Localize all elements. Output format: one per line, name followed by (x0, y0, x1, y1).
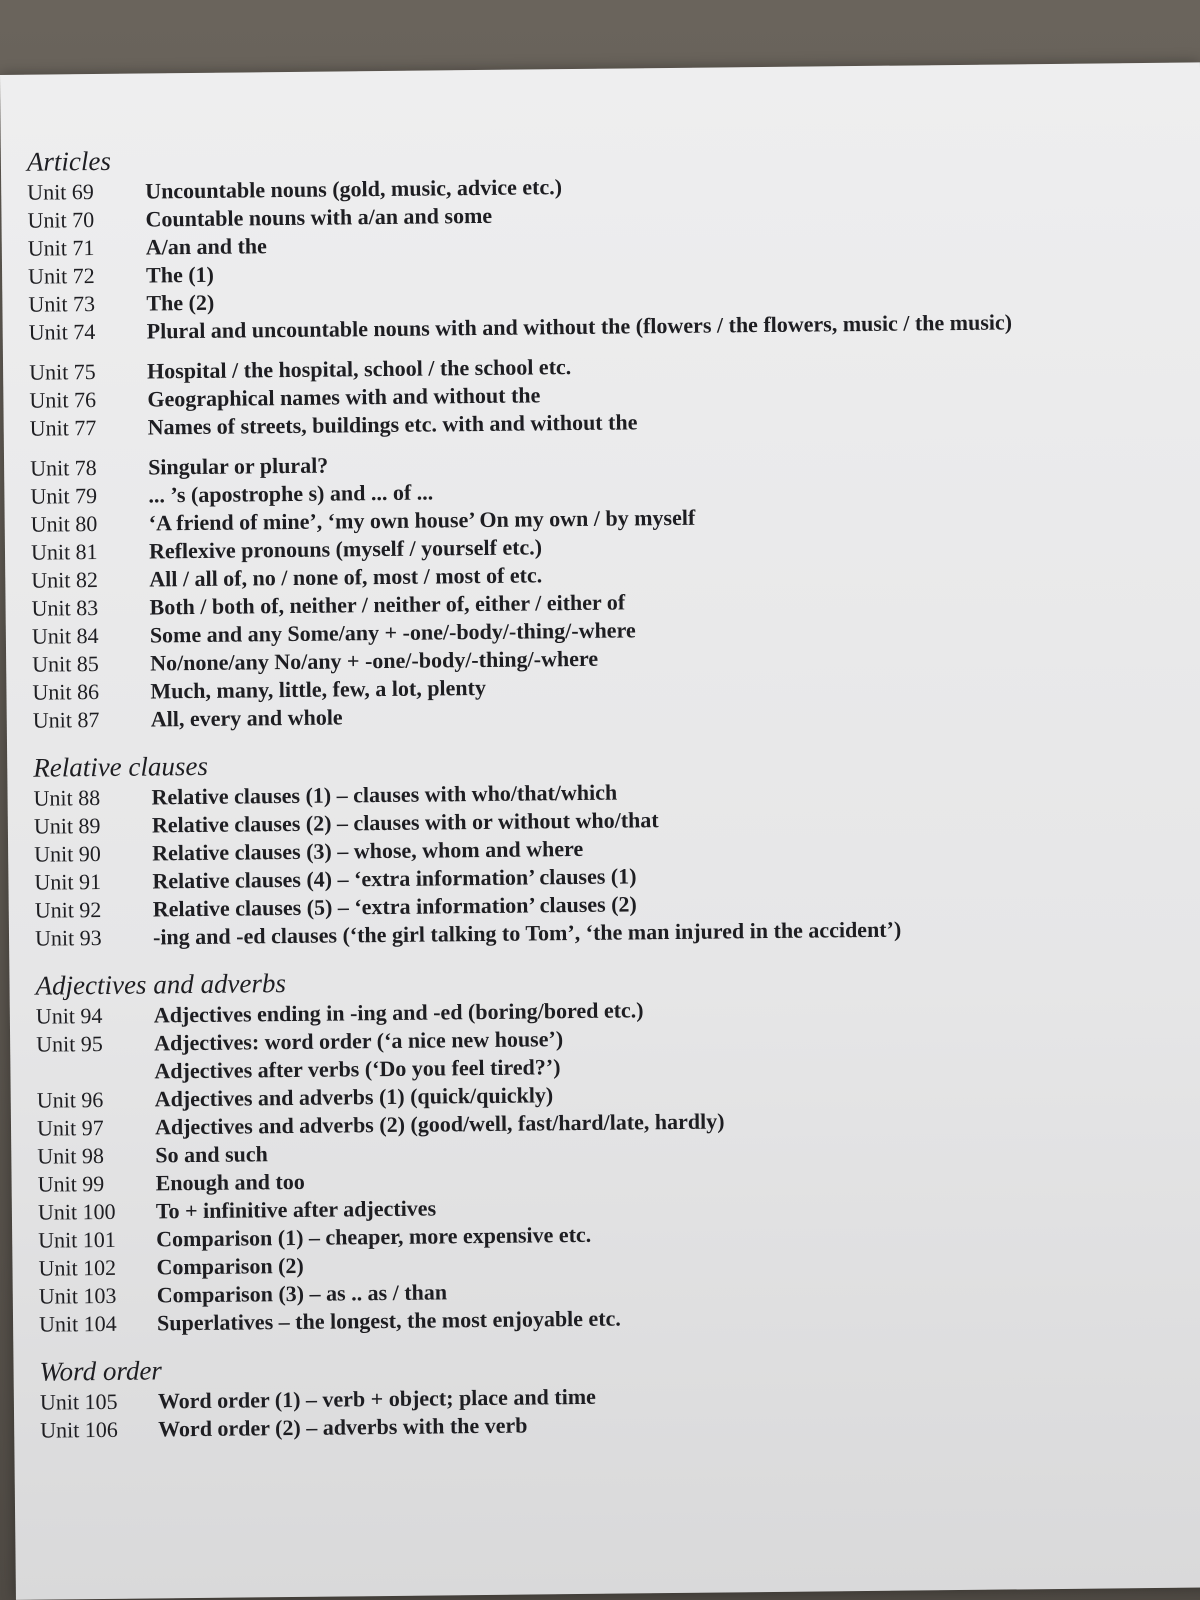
unit-title: Word order (1) – verb + object; place and time (157, 1383, 597, 1414)
unit-title: The (1) (145, 261, 215, 288)
unit-number: Unit 96 (36, 1086, 104, 1113)
unit-number: Unit 82 (31, 567, 99, 593)
unit-title: Word order (2) – adverbs with the verb (158, 1412, 528, 1442)
unit-number: Unit 90 (34, 840, 101, 867)
unit-number: Unit 98 (37, 1142, 105, 1169)
unit-number: Unit 103 (38, 1282, 117, 1309)
unit-title: Both / both of, neither / neither of, either / either of (149, 589, 626, 620)
unit-title: So and such (155, 1141, 268, 1168)
unit-title: Some and any Some/any + -one/-body/-thing/-where (149, 617, 636, 648)
unit-title: Hospital / the hospital, school / the school etc. (146, 354, 572, 384)
unit-title: ‘A friend of mine’, ‘my own house’ On my own / by myself (148, 504, 696, 536)
section-heading: Articles (26, 145, 112, 177)
unit-title: Adjectives and adverbs (1) (quick/quickly) (154, 1082, 554, 1112)
unit-title: Relative clauses (4) – ‘extra information’ clauses (1) (152, 863, 637, 894)
unit-title: Relative clauses (2) – clauses with or without who/that (151, 807, 659, 838)
unit-number: Unit 73 (28, 291, 96, 317)
unit-title: Adjectives and adverbs (2) (good/well, fast/hard/late, hardly) (154, 1108, 725, 1140)
unit-number: Unit 86 (32, 678, 100, 705)
unit-number: Unit 102 (38, 1254, 117, 1281)
unit-title: No/none/any No/any + -one/-body/-thing/-where (150, 645, 599, 676)
unit-title: ... ’s (apostrophe s) and ... of ... (148, 479, 434, 508)
unit-number: Unit 75 (28, 359, 96, 385)
unit-title: Much, many, little, few, a lot, plenty (150, 674, 487, 704)
unit-number: Unit 79 (30, 483, 98, 509)
unit-number: Unit 91 (34, 868, 102, 895)
unit-title: To + infinitive after adjectives (155, 1195, 437, 1224)
unit-number: Unit 99 (37, 1170, 105, 1197)
unit-title: Plural and uncountable nouns with and without the (flowers / the flowers, music / the music) (146, 309, 1013, 344)
unit-title: Superlatives – the longest, the most enjoyable etc. (156, 1305, 621, 1336)
unit-number: Unit 83 (31, 595, 99, 621)
unit-number: Unit 70 (27, 207, 95, 233)
unit-number: Unit 69 (27, 179, 94, 205)
section (39, 1345, 1180, 1445)
unit-title: Geographical names with and without the (147, 382, 541, 412)
unit-title: Comparison (2) (156, 1252, 304, 1280)
unit-number: Unit 105 (39, 1388, 118, 1415)
section (35, 959, 1179, 1339)
unit-title: Adjectives ending in -ing and -ed (boring/bored etc.) (153, 997, 644, 1028)
contents-page (0, 62, 1200, 1599)
unit-number: Unit 87 (32, 706, 100, 733)
unit-number: Unit 81 (30, 539, 98, 565)
unit-number: Unit 97 (36, 1114, 104, 1141)
unit-number: Unit 89 (33, 812, 101, 839)
unit-title: -ing and -ed clauses (‘the girl talking to Tom’, ‘the man injured in the accident’) (152, 916, 902, 950)
unit-number: Unit 104 (38, 1310, 117, 1337)
section-heading: Adjectives and adverbs (35, 968, 287, 1001)
unit-title: Relative clauses (3) – whose, whom and where (152, 835, 584, 866)
unit-number: Unit 106 (40, 1416, 118, 1443)
unit-title: Relative clauses (5) – ‘extra information’ clauses (2) (152, 891, 637, 922)
unit-title: Relative clauses (1) – clauses with who/that/which (151, 779, 618, 810)
section (33, 741, 1175, 953)
unit-number: Unit 77 (29, 415, 97, 441)
unit-title: Reflexive pronouns (myself / yourself etc.) (148, 534, 543, 564)
unit-number: Unit 92 (34, 896, 102, 923)
unit-number: Unit 93 (34, 924, 102, 951)
section-heading: Relative clauses (33, 750, 209, 783)
unit-number: Unit 101 (38, 1226, 116, 1253)
unit-number: Unit 72 (27, 263, 95, 289)
unit-title: Adjectives after verbs (‘Do you feel tired?’) (154, 1054, 561, 1084)
unit-number: Unit 74 (28, 319, 96, 345)
unit-number: Unit 100 (37, 1198, 116, 1225)
unit-number: Unit 71 (27, 235, 95, 261)
unit-number: Unit 84 (31, 622, 99, 649)
unit-number: Unit 88 (33, 784, 101, 811)
unit-number: Unit 78 (29, 455, 97, 481)
unit-number: Unit 94 (35, 1002, 103, 1029)
unit-title: Adjectives: word order (‘a nice new house’) (154, 1026, 564, 1056)
unit-title: All, every and whole (150, 704, 343, 732)
unit-title: Singular or plural? (147, 452, 329, 480)
unit-title: All / all of, no / none of, most / most of etc. (149, 562, 543, 592)
unit-title: Countable nouns with a/an and some (145, 202, 493, 232)
unit-title: Uncountable nouns (gold, music, advice etc.) (145, 174, 563, 204)
unit-title: Comparison (1) – cheaper, more expensive etc. (156, 1221, 592, 1252)
unit-title: Names of streets, buildings etc. with and without the (147, 409, 638, 440)
unit-number: Unit 85 (32, 650, 99, 677)
section-heading: Word order (39, 1355, 162, 1387)
unit-title: A/an and the (145, 233, 267, 260)
unit-title: Enough and too (155, 1168, 305, 1196)
unit-title: Comparison (3) – as .. as / than (156, 1279, 448, 1308)
unit-number: Unit 76 (29, 387, 97, 413)
table-of-contents (27, 135, 1181, 1445)
unit-title: The (2) (146, 289, 215, 316)
section (27, 135, 1173, 735)
unit-number: Unit 95 (36, 1030, 103, 1057)
unit-number: Unit 80 (30, 511, 98, 537)
